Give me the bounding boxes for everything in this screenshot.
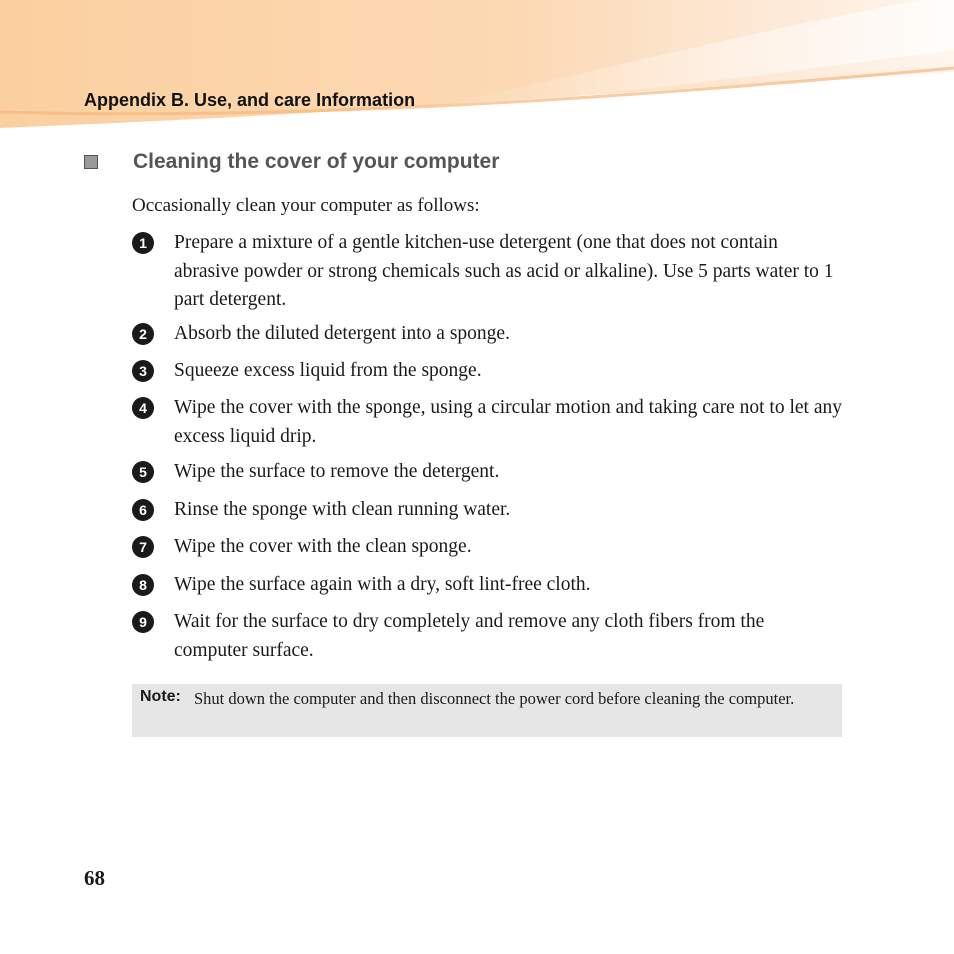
- step-text: Wipe the cover with the clean sponge.: [174, 536, 472, 557]
- step-text: Absorb the diluted detergent into a sponge.: [174, 323, 510, 344]
- step-number-icon: 5: [132, 461, 154, 483]
- step-number-icon: 2: [132, 323, 154, 345]
- step-text: Rinse the sponge with clean running water.: [174, 499, 511, 520]
- header-title: Appendix B. Use, and care Information: [84, 90, 416, 110]
- step-text: Wipe the surface to remove the detergent.: [174, 461, 500, 482]
- step-number-icon: 6: [132, 499, 154, 521]
- step-text: Wipe the surface again with a dry, soft lint-free cloth.: [174, 574, 591, 595]
- step-text: Squeeze excess liquid from the sponge.: [174, 360, 482, 381]
- section-heading-text: Cleaning the cover of your computer: [133, 150, 500, 173]
- step-text: Prepare a mixture of a gentle kitchen-use detergent (one that does not contain abrasive powder or strong chemicals such as acid or alkaline). Use 5 parts water to 1 part detergent.: [174, 232, 834, 310]
- step-number-icon: 7: [132, 536, 154, 558]
- square-bullet-icon: [84, 155, 98, 169]
- note-text: Shut down the computer and then disconnect the power cord before cleaning the computer.: [194, 689, 795, 708]
- intro-text: Occasionally clean your computer as follows:: [132, 195, 480, 216]
- step-number-icon: 9: [132, 611, 154, 633]
- step-number-icon: 8: [132, 574, 154, 596]
- section-heading: [84, 148, 499, 176]
- note-box: [132, 684, 842, 737]
- step-text: Wait for the surface to dry completely and remove any cloth fibers from the computer surface.: [174, 611, 765, 661]
- note-label: Note:: [140, 688, 181, 705]
- step-text: Wipe the cover with the sponge, using a circular motion and taking care not to let any excess liquid drip.: [174, 397, 842, 447]
- step-number-icon: 3: [132, 360, 154, 382]
- step-number-icon: 1: [132, 232, 154, 254]
- page-number: 68: [84, 866, 105, 890]
- step-number-icon: 4: [132, 397, 154, 419]
